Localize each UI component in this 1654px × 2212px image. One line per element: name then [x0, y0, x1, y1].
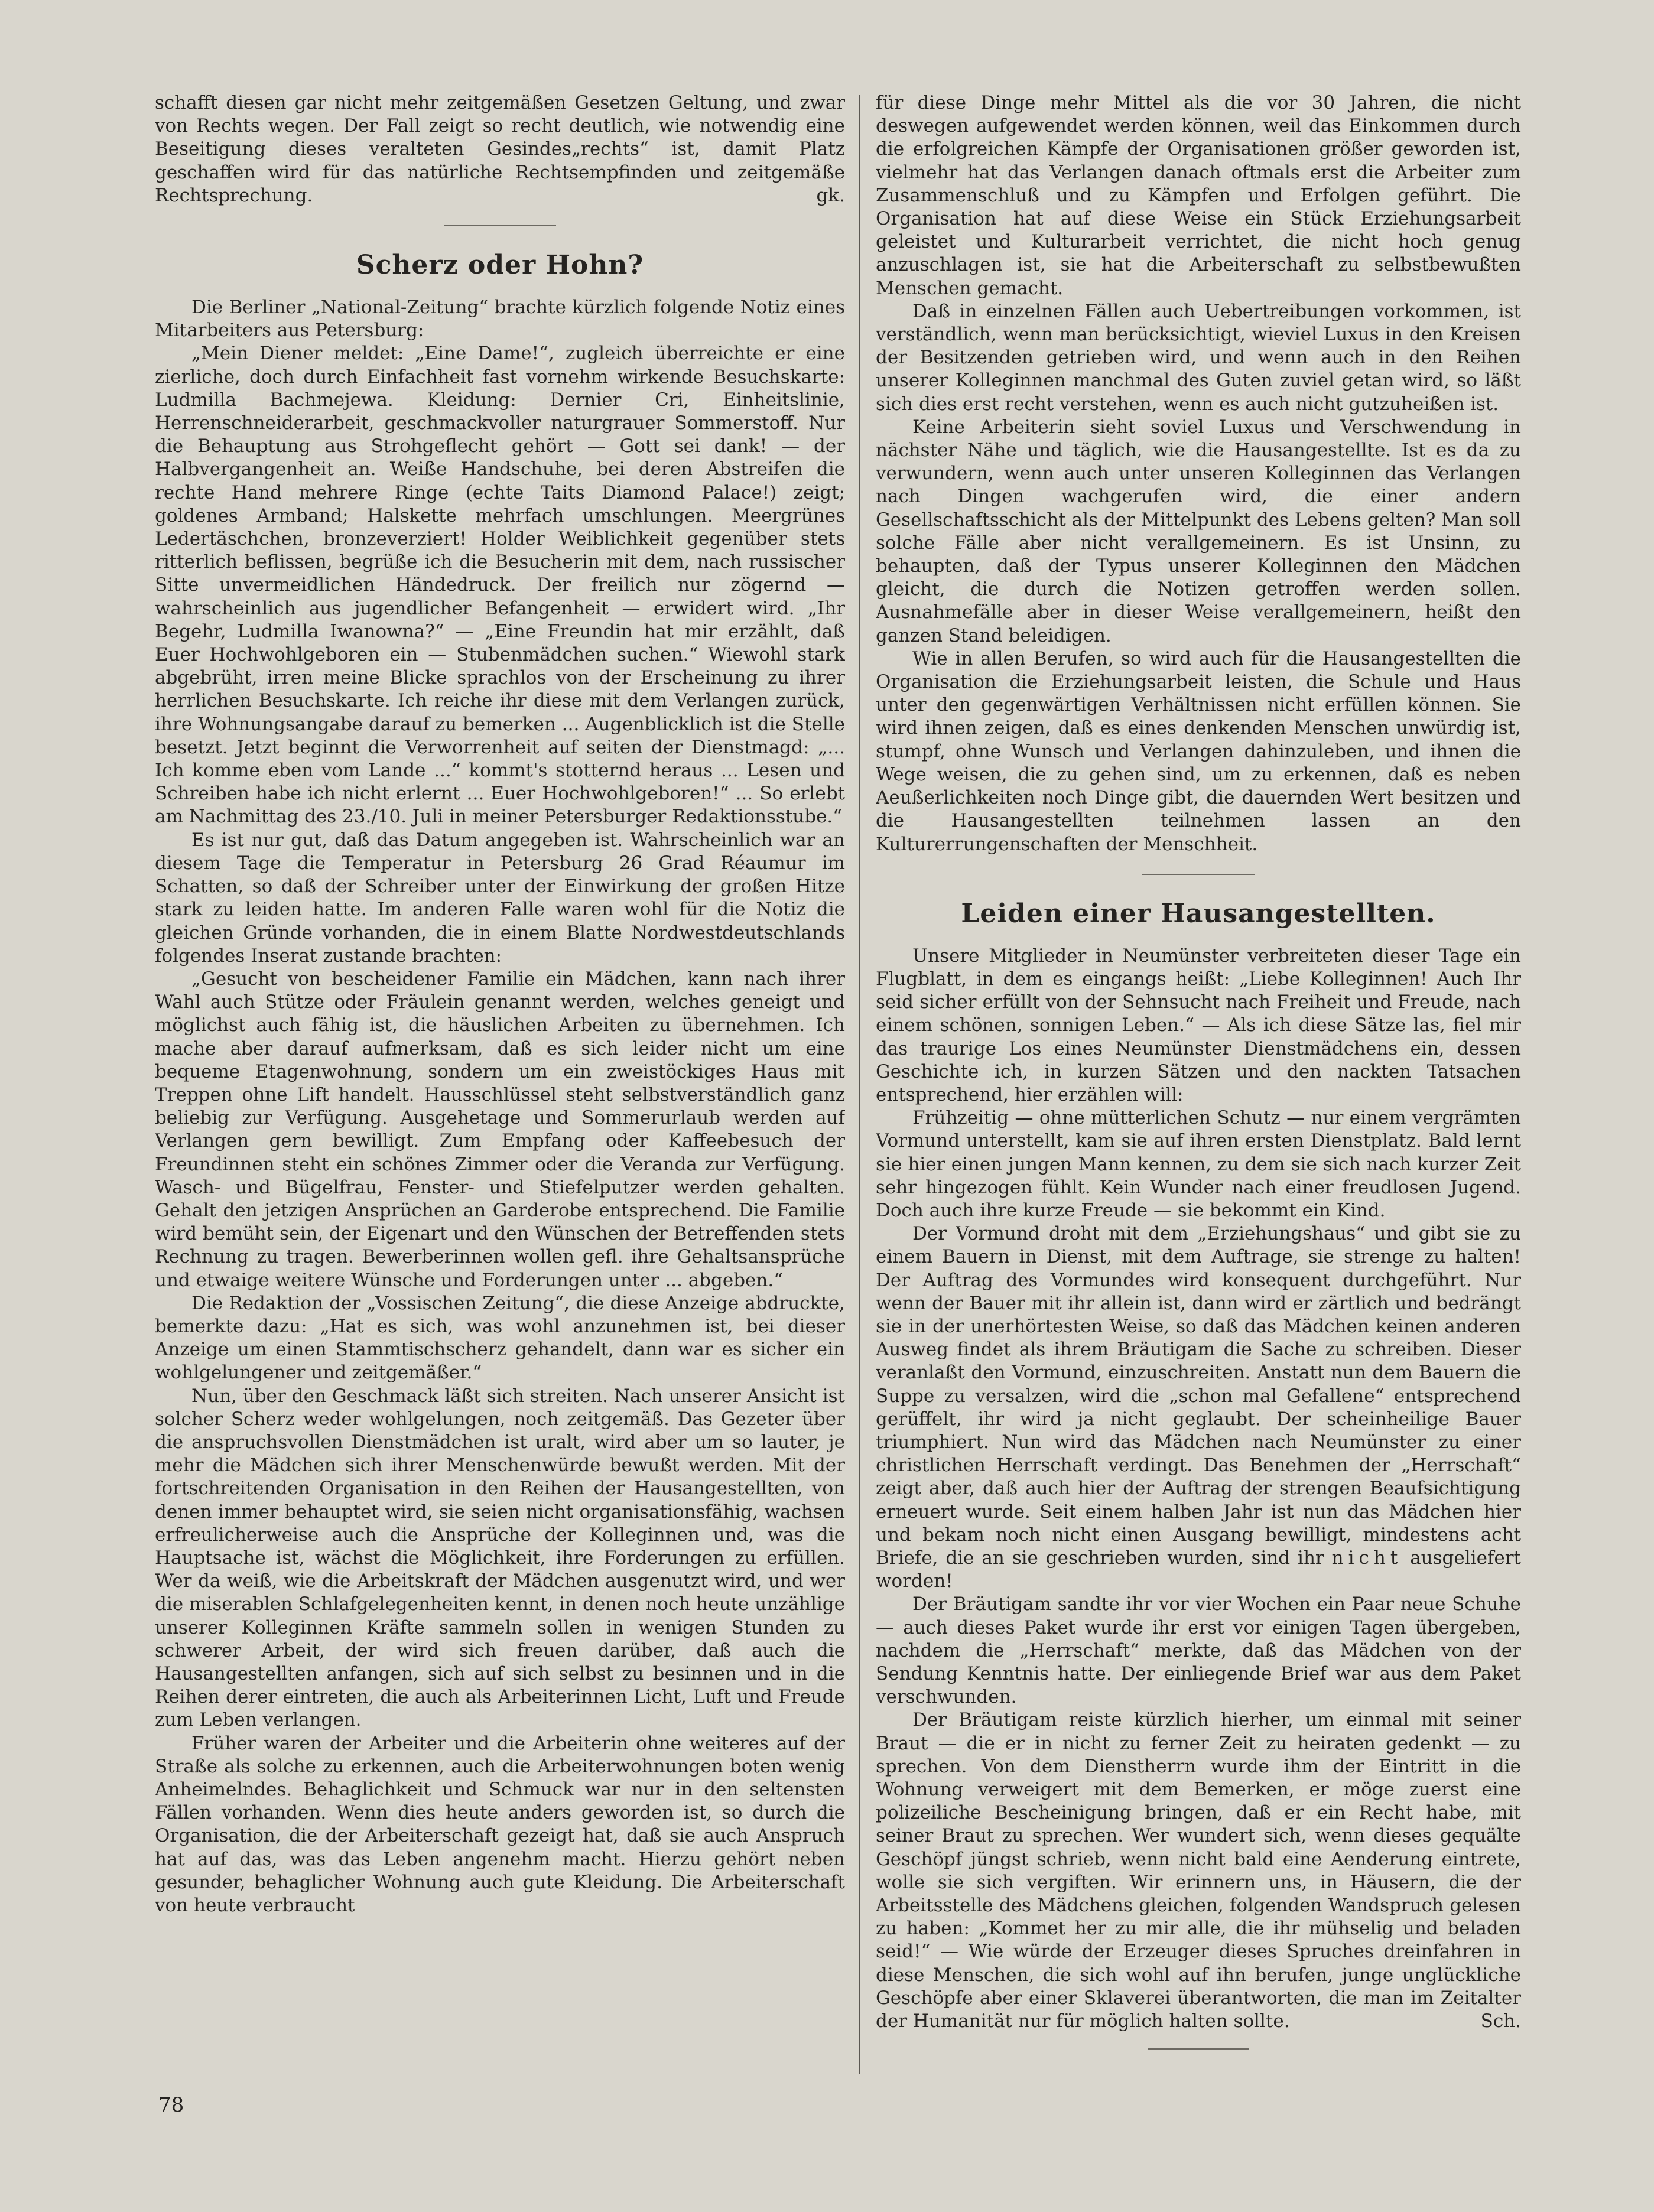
paragraph-text: Der Bräutigam reiste kürzlich hierher, um einmal mit seiner Braut — die er in nicht zu ferner Zeit zu heiraten gedenkt — zu sprechen. Von dem Dienstherrn wurde ihm der Eintritt in die Wohnung verweigert mit dem Bemerken, er möge zuerst eine polizeiliche Bescheinigung bringen, daß er ein Recht habe, mit seiner Braut zu sprechen. Wer wundert sich, wenn dieses gequälte Geschöpf jüngst schrieb, wenn nicht bald eine Aenderung eintrete, wolle sie sich vergiften. Wir erinnern uns, in Häusern, die der Arbeitsstelle des Mädchens gleichen, folgenden Wandspruch gelesen zu haben: „Kommet her zu mir alle, die ihr mühselig und beladen seid!“ — Wie würde der Erzeuger dieses Spruches dreinfahren in diese Menschen, die sich wohl auf ihn berufen, junge unglückliche Geschöpfe aber einer Sklaverei überantworten, die man im Zeitalter der Humanität nur für möglich halten sollte. — [876, 1709, 1521, 2032]
article-paragraph: Nun, über den Geschmack läßt sich streiten. Nach unserer Ansicht ist solcher Scherz weder wohlgelungen, noch zeitgemäß. Das Gezeter über die anspruchsvollen Dienstmädchen ist uralt, wird aber um so lauter, je mehr die Mädchen sich ihrer Menschenwürde bewußt werden. Mit der fortschreitenden Organisation in den Reihen der Hausangestellten, von denen immer behauptet wird, sie seien nicht organisationsfähig, wachsen erfreulicherweise auch die Ansprüche der Kolleginnen und, was die Hauptsache ist, wächst die Möglichkeit, ihre Forderungen zu erfüllen. Wer da weiß, wie die Arbeitskraft der Mädchen ausgenutzt wird, und wer die miserablen Schlafgelegenheiten kennt, in denen noch heute unzählige unserer Kolleginnen Kräfte sammeln sollen in wenigen Stunden zu schwerer Arbeit, der wird sich freuen darüber, daß auch die Hausangestellten anfangen, sich auf sich selbst zu besinnen und in die Reihen derer eintreten, die auch als Arbeiterinnen Licht, Luft und Freude zum Leben verlangen. — [155, 1385, 845, 1731]
article-paragraph: Es ist nur gut, daß das Datum angegeben ist. Wahrscheinlich war an diesem Tage die Temperatur in Petersburg 26 Grad Réaumur im Schatten, so daß der Schreiber unter der Einwirkung der großen Hitze stark zu leiden hatte. Im anderen Falle waren wohl für die Notiz die gleichen Gründe vorhanden, die in einem Blatte Nordwestdeutschlands folgendes Inserat zustande brachten: — [155, 829, 845, 967]
separator-rule — [1142, 874, 1255, 875]
article-paragraph: Wie in allen Berufen, so wird auch für die Hausangestellten die Organisation die Erziehungsarbeit leisten, die Schule und Haus unter den gegenwärtigen Verhältnissen nicht erfüllen können. Sie wird ihnen zeigen, daß es eines denkenden Menschen unwürdig ist, stumpf, ohne Wunsch und Verlangen dahinzuleben, und ihnen die Wege weisen, die zu gehen sind, um zu erkennen, daß es neben Aeußerlichkeiten noch Dinge gibt, die dauernden Wert besitzen und die Hausangestellten teilnehmen lassen an den Kulturerrungenschaften der Menschheit. — [876, 648, 1521, 855]
separator-rule — [444, 225, 556, 226]
quoted-notice: „Mein Diener meldet: „Eine Dame!“, zugleich überreichte er eine zierliche, doch durch Einfachheit fast vornehm wirkende Besuchskarte: Ludmilla Bachmejewa. Kleidung: Dernier Cri, Einheitslinie, Herrenschneiderarbeit, geschmackvoller naturgrauer Sommerstoff. Nur die Behauptung aus Strohgeflecht gehört — Gott sei dank! — der Halbvergangenheit an. Weiße Handschuhe, bei deren Abstreifen die rechte Hand mehrere Ringe (echte Taits Diamond Palace!) zeigt; goldenes Armband; Halskette mehrfach umschlungen. Meergrünes Ledertäschchen, bronzeverziert! Holder Weiblichkeit gegenüber stets ritterlich beflissen, begrüße ich die Besucherin mit dem, nach russischer Sitte unvermeidlichen Händedruck. Der freilich nur zögernd — wahrscheinlich aus jugendlicher Befangenheit — erwidert wird. „Ihr Begehr, Ludmilla Iwanowna?“ — „Eine Freundin hat mir erzählt, daß Euer Hochwohlgeboren ein — Stubenmädchen suchen.“ Wiewohl stark abgebrüht, irren meine Blicke sprachlos von der Erscheinung zu ihrer herrlichen Besuchskarte. Ich reiche ihr diese mit dem Verlangen zurück, ihre Wohnungsangabe darauf zu bemerken ... Augenblicklich ist die Stelle besetzt. Jetzt beginnt die Verworrenheit auf seiten der Dienstmagd: „... Ich komme eben vom Lande ...“ kommt's stotternd heraus ... Lesen und Schreiben habe ich nicht erlernt ... Euer Hochwohlgeboren!“ ... So erlebt am Nachmittag des 23./10. Juli in meiner Petersburger Redaktionsstube.“ — [155, 343, 845, 828]
article-paragraph: Die Berliner „National-Zeitung“ brachte kürzlich folgende Notiz eines Mitarbeiters aus Petersburg: — [155, 297, 845, 341]
paragraph-text: Der Vormund droht mit dem „Erziehungshaus“ und gibt sie zu einem Bauern in Dienst, mit dem Auftrage, sie strenge zu halten! Der Auftrag des Vormundes wird konsequent durchgeführt. Nur wenn der Bauer mit ihr allein ist, dann wird er zärtlich und bedrängt sie in der unerhörtesten Weise, so daß das Mädchen keinen anderen Ausweg findet als ihrem Bräutigam die Sache zu schreiben. Dieser veranlaßt den Vormund, einzuschreiten. Anstatt nun dem Bauern die Suppe zu versalzen, wird die „schon mal Gefallene“ entsprechend gerüffelt, ihr wird ja nicht geglaubt. Der scheinheilige Bauer triumphiert. Nun wird das Mädchen nach Neumünster zu einer christlichen Herrschaft verdingt. Das Benehmen der „Herrschaft“ zeigt aber, daß auch hier der Auftrag der strengen Beaufsichtigung erneuert wurde. Seit einem halben Jahr ist nun das Mädchen hier und bekam noch nicht einen Ausgang bewilligt, mindestens acht Briefe, die an sie geschrieben wurden, sind ihr — [876, 1223, 1521, 1569]
article-paragraph: für diese Dinge mehr Mittel als die vor 30 Jahren, die nicht deswegen aufgewendet werden können, weil das Einkommen durch die erfolgreichen Kämpfe der Organisationen größer geworden ist, vielmehr hat das Verlangen danach oftmals erst die Arbeiter zum Zusammenschluß und zu Kämpfen und Erfolgen geführt. Die Organisation hat auf diese Weise ein Stück Erziehungsarbeit geleistet und Kulturarbeit verrichtet, die nicht hoch genug anzuschlagen ist, sie hat die Arbeiterschaft zu selbstbewußten Menschen gemacht. — [876, 92, 1521, 299]
article-paragraph — [876, 1709, 1521, 2033]
article-paragraph: Unsere Mitglieder in Neumünster verbreiteten dieser Tage ein Flugblatt, in dem es eingangs heißt: „Liebe Kolleginnen! Auch Ihr seid sicher erfüllt von der Sehnsucht nach Freiheit und Freude, nach einem schönen, sonnigen Leben.“ — Als ich diese Sätze las, fiel mir das traurige Los eines Neumünster Dienstmädchens ein, dessen Geschichte ich, in kurzen Sätzen und den nackten Tatsachen entsprechend, hier erzählen will: — [876, 945, 1521, 1105]
left-column — [155, 92, 845, 2059]
article-paragraph: Daß in einzelnen Fällen auch Uebertreibungen vorkommen, ist verständlich, wenn man berücksichtigt, wieviel Luxus in den Kreisen der Besitzenden getrieben wird, und wenn auch in den Reihen unserer Kolleginnen manchmal des Guten zuviel getan wird, so läßt sich dies erst recht verstehen, wenn es auch nicht gutzuheißen ist. — [876, 300, 1521, 415]
column-divider — [859, 95, 860, 2074]
paragraph-text: ausgeliefert worden! — [876, 1547, 1521, 1592]
article-signature: Sch. — [1480, 2011, 1521, 2032]
intro-text: schafft diesen gar nicht mehr zeitgemäßen Gesetzen Geltung, und zwar von Rechts wegen. Der Fall zeigt so recht deutlich, wie notwendig eine Beseitigung dieses veralteten Gesindes„rechts“ ist, damit Platz geschaffen wird für das natürliche Rechtsempfinden und zeitgemäße Rechtsprechung. — [155, 92, 845, 206]
article-heading-leiden: Leiden einer Hausangestellten. — [961, 898, 1436, 929]
article-paragraph: Keine Arbeiterin sieht soviel Luxus und Verschwendung in nächster Nähe und täglich, wie die Hausangestellte. Ist es da zu verwundern, wenn auch unter unseren Kolleginnen das Verlangen nach Dingen wachgerufen wird, die einer andern Gesellschaftsschicht als der Mittelpunkt des Lebens gelten? Man soll solche Fälle aber nicht verallgemeinern. Es ist Unsinn, zu behaupten, daß der Typus unserer Kolleginnen den Mädchen gleicht, die durch die Notizen getroffen werden sollen. Ausnahmefälle aber in dieser Weise verallgemeinern, heißt den ganzen Stand beleidigen. — [876, 416, 1521, 646]
article-paragraph: Die Redaktion der „Vossischen Zeitung“, die diese Anzeige abdruckte, bemerkte dazu: „Hat es sich, was wohl anzunehmen ist, bei dieser Anzeige um einen Stammtischscherz gehandelt, dann war es sicher ein wohlgelungener und zeitgemäßer.“ — [155, 1292, 845, 1384]
article-paragraph — [876, 1222, 1521, 1593]
end-rule — [1148, 2048, 1249, 2050]
article-paragraph: Früher waren der Arbeiter und die Arbeiterin ohne weiteres auf der Straße als solche zu erkennen, auch die Arbeiterwohnungen boten wenig Anheimelndes. Behaglichkeit und Schmuck war nur in den seltensten Fällen vorhanden. Wenn dies heute anders geworden ist, so durch die Organisation, die der Arbeiterschaft gezeigt hat, daß sie auch Anspruch hat auf das, was das Leben angenehm macht. Hierzu gehört neben gesunder, behaglicher Wohnung auch gute Kleidung. Die Arbeiterschaft von heute verbraucht — [155, 1732, 845, 1917]
quoted-advertisement: „Gesucht von bescheidener Familie ein Mädchen, kann nach ihrer Wahl auch Stütze oder Fräulein genannt werden, welches geneigt und möglichst auch fähig ist, die häuslichen Arbeiten zu übernehmen. Ich mache aber darauf aufmerksam, daß es sich leider nicht um eine bequeme Etagenwohnung, sondern um ein zweistöckiges Haus mit Treppen ohne Lift handelt. Hausschlüssel steht selbstverständlich ganz beliebig zur Verfügung. Ausgehetage und Sommerurlaub werden auf Verlangen gern bewilligt. Zum Empfang oder Kaffeebesuch der Freundinnen steht ein schönes Zimmer oder die Veranda zur Verfügung. Wasch- und Bügelfrau, Fenster- und Stiefelputzer werden gehalten. Gehalt den jetzigen Ansprüchen an Garderobe entsprechend. Die Familie wird bemüht sein, der Eigenart und den Wünschen der Betreffenden stets Rechnung zu tragen. Bewerberinnen wollen gefl. ihre Gehaltsansprüche und etwaige weitere Wünsche und Forderungen unter ... abgeben.“ — [155, 968, 845, 1291]
article-paragraph: Der Bräutigam sandte ihr vor vier Wochen ein Paar neue Schuhe — auch dieses Paket wurde ihr erst vor einigen Tagen übergeben, nachdem die „Herrschaft“ merkte, daß das Mädchen von der Sendung Kenntnis hatte. Der einliegende Brief war aus dem Paket verschwunden. — [876, 1593, 1521, 1708]
article-paragraph: Frühzeitig — ohne mütterlichen Schutz — nur einem vergrämten Vormund unterstellt, kam sie auf ihren ersten Dienstplatz. Bald lernt sie hier einen jungen Mann kennen, zu dem sie sich nach kurzer Zeit sehr hingezogen fühlt. Kein Wunder nach einer freudlosen Jugend. Doch auch ihre kurze Freude — sie bekommt ein Kind. — [876, 1107, 1521, 1221]
right-column — [876, 92, 1521, 2065]
page-number: 78 — [158, 2093, 184, 2117]
article-heading-scherz: Scherz oder Hohn? — [356, 250, 644, 281]
intro-paragraph — [155, 92, 845, 207]
emphasized-word: nicht — [1331, 1547, 1403, 1569]
intro-signature: gk. — [816, 184, 845, 206]
